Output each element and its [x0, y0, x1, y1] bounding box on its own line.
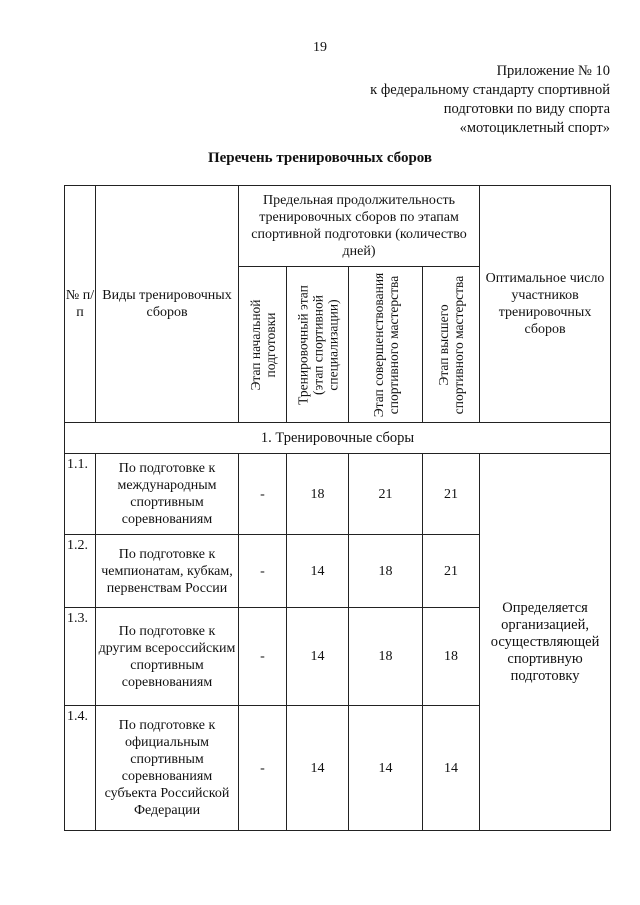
header-optimal: Оптимальное число участников тренировочных сборов — [480, 186, 611, 423]
cell-stage-initial: - — [239, 454, 287, 535]
header-stage-training: Тренировочный этап (этап спортивной специализации) — [287, 267, 349, 423]
training-camps-table — [64, 185, 611, 831]
document-title: Перечень тренировочных сборов — [207, 150, 433, 166]
cell-stage-training: 14 — [287, 535, 349, 608]
row-name: По подготовке к чемпионатам, кубкам, первенствам России — [96, 535, 239, 608]
cell-stage-highest: 21 — [423, 454, 480, 535]
cell-stage-improvement: 18 — [349, 535, 423, 608]
cell-stage-training: 14 — [287, 608, 349, 706]
row-number: 1.4. — [65, 706, 96, 831]
table-row — [65, 454, 611, 535]
cell-stage-improvement: 14 — [349, 706, 423, 831]
header-types: Виды тренировочных сборов — [96, 186, 239, 423]
appendix-header — [290, 62, 610, 138]
cell-stage-highest: 21 — [423, 535, 480, 608]
row-number: 1.3. — [65, 608, 96, 706]
header-stage-highest: Этап высшего спортивного мастерства — [423, 267, 480, 423]
optimal-participants-note: Определяется организацией, осуществляющей спортивную подготовку — [480, 454, 611, 831]
header-stage-improvement: Этап совершенствования спортивного мастерства — [349, 267, 423, 423]
header-limit: Предельная продолжительность тренировочных сборов по этапам спортивной подготовки (количество дней) — [239, 186, 480, 267]
cell-stage-improvement: 21 — [349, 454, 423, 535]
cell-stage-initial: - — [239, 535, 287, 608]
row-name: По подготовке к международным спортивным соревнованиям — [96, 454, 239, 535]
appendix-line: Приложение № 10 — [496, 63, 610, 79]
row-number: 1.1. — [65, 454, 96, 535]
header-stage-initial: Этап начальной подготовки — [239, 267, 287, 423]
cell-stage-highest: 18 — [423, 608, 480, 706]
row-name: По подготовке к официальным спортивным соревнованиям субъекта Российской Федерации — [96, 706, 239, 831]
appendix-line: к федеральному стандарту спортивной — [370, 82, 610, 98]
cell-stage-improvement: 18 — [349, 608, 423, 706]
header-num: № п/п — [65, 186, 96, 423]
cell-stage-training: 14 — [287, 706, 349, 831]
cell-stage-highest: 14 — [423, 706, 480, 831]
page-number: 19 — [313, 40, 327, 55]
row-name: По подготовке к другим всероссийским спортивным соревнованиям — [96, 608, 239, 706]
row-number: 1.2. — [65, 535, 96, 608]
cell-stage-initial: - — [239, 608, 287, 706]
cell-stage-initial: - — [239, 706, 287, 831]
appendix-line: подготовки по виду спорта — [443, 101, 610, 117]
section-title: 1. Тренировочные сборы — [65, 423, 611, 454]
cell-stage-training: 18 — [287, 454, 349, 535]
appendix-line: «мотоциклетный спорт» — [459, 120, 610, 136]
